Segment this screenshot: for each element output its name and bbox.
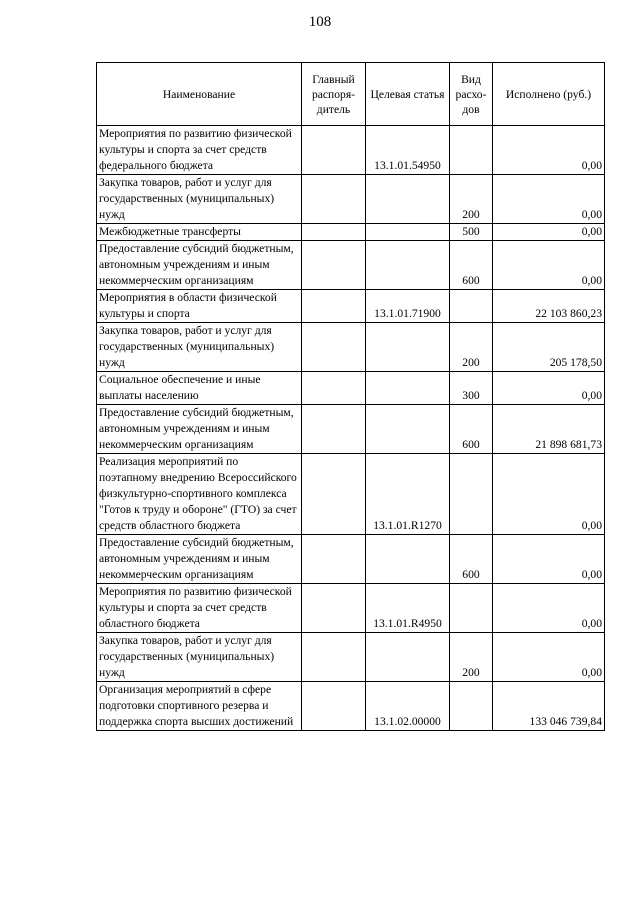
table-row [97, 405, 605, 454]
row-type: 300 [450, 372, 493, 405]
row-name: Мероприятия по развитию физической культуры и спорта за счет средств областного бюджета [97, 584, 302, 633]
row-amount: 21 898 681,73 [493, 405, 605, 454]
row-amount: 0,00 [493, 535, 605, 584]
table-row [97, 682, 605, 731]
header-admin: Главный распоря-дитель [302, 63, 366, 126]
table-row [97, 454, 605, 535]
row-admin [302, 535, 366, 584]
row-name: Закупка товаров, работ и услуг для государственных (муниципальных) нужд [97, 633, 302, 682]
row-name: Предоставление субсидий бюджетным, автономным учреждениям и иным некоммерческим организациям [97, 535, 302, 584]
row-type: 200 [450, 175, 493, 224]
row-item [366, 633, 450, 682]
row-item [366, 405, 450, 454]
row-name: Мероприятия в области физической культуры и спорта [97, 290, 302, 323]
page-number: 108 [308, 14, 332, 30]
row-admin [302, 454, 366, 535]
row-type: 500 [450, 224, 493, 241]
row-admin [302, 290, 366, 323]
row-name: Реализация мероприятий по поэтапному внедрению Всероссийского физкультурно-спортивного комплекса "Готов к труду и обороне" (ГТО) за счет средств областного бюджета [97, 454, 302, 535]
row-item: 13.1.02.00000 [366, 682, 450, 731]
row-amount: 0,00 [493, 633, 605, 682]
row-name: Предоставление субсидий бюджетным, автономным учреждениям и иным некоммерческим организациям [97, 405, 302, 454]
row-item: 13.1.01.R4950 [366, 584, 450, 633]
header-row [97, 63, 605, 126]
row-type [450, 126, 493, 175]
row-admin [302, 126, 366, 175]
row-amount: 0,00 [493, 175, 605, 224]
row-item [366, 241, 450, 290]
row-amount: 0,00 [493, 584, 605, 633]
row-amount: 133 046 739,84 [493, 682, 605, 731]
row-type [450, 290, 493, 323]
row-amount: 0,00 [493, 224, 605, 241]
header-type: Вид расхо-дов [450, 63, 493, 126]
table-row [97, 224, 605, 241]
row-name: Межбюджетные трансферты [97, 224, 302, 241]
row-item: 13.1.01.R1270 [366, 454, 450, 535]
row-amount: 0,00 [493, 454, 605, 535]
row-type [450, 584, 493, 633]
table-row [97, 175, 605, 224]
row-amount: 205 178,50 [493, 323, 605, 372]
row-item [366, 372, 450, 405]
row-type: 600 [450, 241, 493, 290]
row-admin [302, 241, 366, 290]
table-row [97, 290, 605, 323]
row-name: Предоставление субсидий бюджетным, автономным учреждениям и иным некоммерческим организациям [97, 241, 302, 290]
row-admin [302, 372, 366, 405]
row-type: 600 [450, 535, 493, 584]
table-row [97, 535, 605, 584]
row-amount: 0,00 [493, 241, 605, 290]
row-admin [302, 323, 366, 372]
row-item: 13.1.01.54950 [366, 126, 450, 175]
row-admin [302, 224, 366, 241]
row-name: Организация мероприятий в сфере подготовки спортивного резерва и поддержка спорта высших достижений [97, 682, 302, 731]
row-item [366, 175, 450, 224]
header-name: Наименование [97, 63, 302, 126]
row-type: 600 [450, 405, 493, 454]
table-row [97, 241, 605, 290]
row-admin [302, 405, 366, 454]
table-row [97, 633, 605, 682]
budget-table [96, 62, 605, 731]
row-item [366, 224, 450, 241]
row-item [366, 535, 450, 584]
header-amount: Исполнено (руб.) [493, 63, 605, 126]
table-row [97, 323, 605, 372]
row-amount: 22 103 860,23 [493, 290, 605, 323]
table-row [97, 584, 605, 633]
header-item: Целевая статья [366, 63, 450, 126]
row-type [450, 682, 493, 731]
row-name: Закупка товаров, работ и услуг для государственных (муниципальных) нужд [97, 323, 302, 372]
row-admin [302, 633, 366, 682]
row-admin [302, 584, 366, 633]
row-admin [302, 175, 366, 224]
row-amount: 0,00 [493, 372, 605, 405]
row-item: 13.1.01.71900 [366, 290, 450, 323]
row-type: 200 [450, 323, 493, 372]
row-admin [302, 682, 366, 731]
row-type [450, 454, 493, 535]
row-type: 200 [450, 633, 493, 682]
row-name: Мероприятия по развитию физической культуры и спорта за счет средств федерального бюджета [97, 126, 302, 175]
row-name: Социальное обеспечение и иные выплаты населению [97, 372, 302, 405]
row-item [366, 323, 450, 372]
table-row [97, 126, 605, 175]
row-name: Закупка товаров, работ и услуг для государственных (муниципальных) нужд [97, 175, 302, 224]
row-amount: 0,00 [493, 126, 605, 175]
table-row [97, 372, 605, 405]
